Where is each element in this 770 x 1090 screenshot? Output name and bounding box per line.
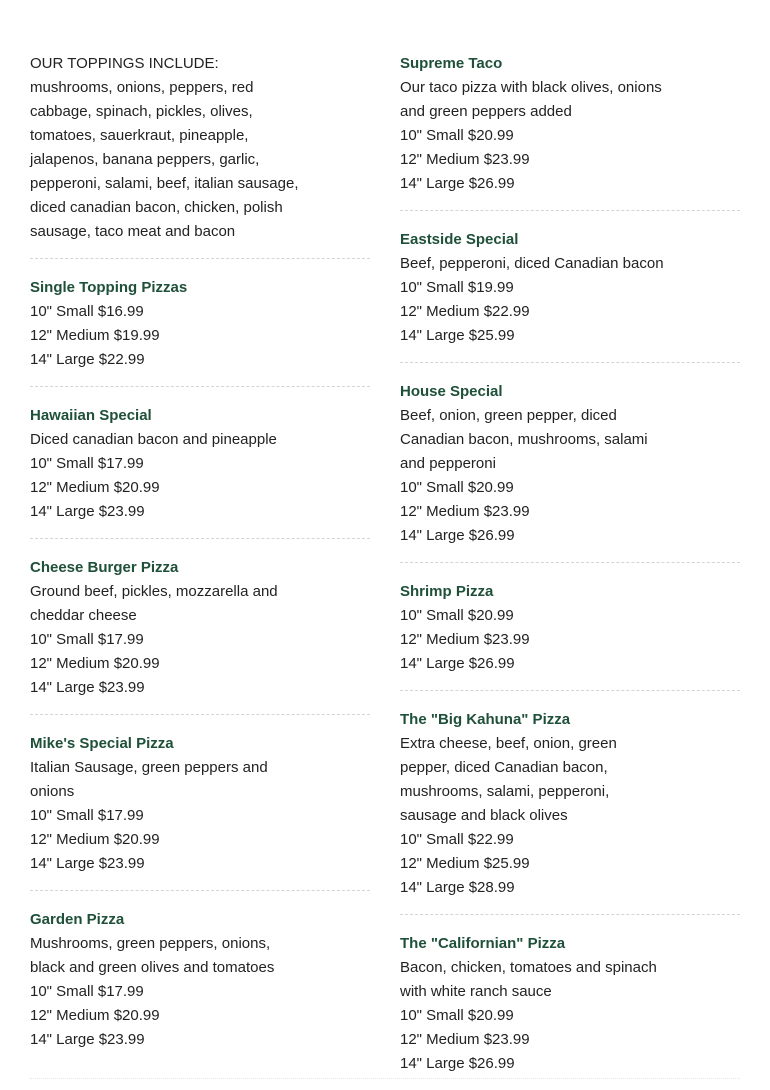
menu-item-californian-pizza <box>400 914 740 1090</box>
menu-item-eastside-special <box>400 210 740 362</box>
menu-item-supreme-taco <box>400 52 740 210</box>
menu-item-title: The "Big Kahuna" Pizza <box>400 711 571 728</box>
menu-item-house-special <box>400 362 740 562</box>
price-medium: 12" Medium $20.99 <box>30 655 160 672</box>
toppings-list: mushrooms, onions, peppers, red cabbage, spinach, pickles, olives, tomatoes, sauerkraut, pineapple, jalapenos, banana peppers, garlic, pepperoni, salami, beef, italian sausage, diced canadian bacon, chicken, polish sausage, taco meat and bacon <box>30 79 299 240</box>
menu-item-title: House Special <box>400 383 503 400</box>
price-small: 10" Small $20.99 <box>400 479 514 496</box>
toppings-intro <box>30 52 305 258</box>
price-large: 14" Large $26.99 <box>400 655 515 672</box>
menu-item-description: Our taco pizza with black olives, onions and green peppers added <box>400 79 662 120</box>
menu-item-title: Single Topping Pizzas <box>30 279 188 296</box>
price-small: 10" Small $19.99 <box>400 279 514 296</box>
menu-item-description: Extra cheese, beef, onion, green pepper, diced Canadian bacon, mushrooms, salami, pepperoni, sausage and black olives <box>400 735 617 824</box>
price-medium: 12" Medium $25.99 <box>400 855 530 872</box>
price-large: 14" Large $26.99 <box>400 527 515 544</box>
price-small: 10" Small $17.99 <box>30 455 144 472</box>
left-menu-column <box>30 52 370 1066</box>
price-large: 14" Large $23.99 <box>30 503 145 520</box>
menu-item-title: Cheese Burger Pizza <box>30 559 179 576</box>
price-large: 14" Large $26.99 <box>400 175 515 192</box>
price-large: 14" Large $23.99 <box>30 855 145 872</box>
menu-item-title: Shrimp Pizza <box>400 583 494 600</box>
price-small: 10" Small $20.99 <box>400 1007 514 1024</box>
price-medium: 12" Medium $23.99 <box>400 151 530 168</box>
menu-item-hawaiian-special <box>30 386 370 538</box>
menu-item-title: Mike's Special Pizza <box>30 735 174 752</box>
menu-item-description: Beef, pepperoni, diced Canadian bacon <box>400 255 664 272</box>
price-medium: 12" Medium $20.99 <box>30 831 160 848</box>
menu-item-title: Supreme Taco <box>400 55 503 72</box>
price-large: 14" Large $26.99 <box>400 1055 515 1072</box>
price-small: 10" Small $17.99 <box>30 983 144 1000</box>
menu-item-title: Eastside Special <box>400 231 519 248</box>
menu-item-description: Diced canadian bacon and pineapple <box>30 431 277 448</box>
price-medium: 12" Medium $23.99 <box>400 503 530 520</box>
toppings-heading: OUR TOPPINGS INCLUDE: <box>30 55 219 72</box>
menu-item-description: Ground beef, pickles, mozzarella and cheddar cheese <box>30 583 278 624</box>
price-large: 14" Large $22.99 <box>30 351 145 368</box>
price-small: 10" Small $17.99 <box>30 807 144 824</box>
menu-item-description: Beef, onion, green pepper, diced Canadian bacon, mushrooms, salami and pepperoni <box>400 407 648 472</box>
price-medium: 12" Medium $20.99 <box>30 479 160 496</box>
menu-item-mikes-special-pizza <box>30 714 370 890</box>
menu-item-description: Italian Sausage, green peppers and onions <box>30 759 268 800</box>
price-medium: 12" Medium $20.99 <box>30 1007 160 1024</box>
bottom-divider <box>30 1078 740 1083</box>
price-large: 14" Large $23.99 <box>30 679 145 696</box>
menu-item-garden-pizza <box>30 890 370 1066</box>
price-small: 10" Small $20.99 <box>400 127 514 144</box>
price-small: 10" Small $16.99 <box>30 303 144 320</box>
menu-item-title: Hawaiian Special <box>30 407 152 424</box>
price-medium: 12" Medium $19.99 <box>30 327 160 344</box>
menu-item-title: Garden Pizza <box>30 911 125 928</box>
right-menu-column <box>400 52 740 1090</box>
menu-item-single-topping <box>30 258 370 386</box>
menu-item-shrimp-pizza <box>400 562 740 690</box>
price-large: 14" Large $25.99 <box>400 327 515 344</box>
price-small: 10" Small $22.99 <box>400 831 514 848</box>
price-medium: 12" Medium $23.99 <box>400 631 530 648</box>
price-large: 14" Large $28.99 <box>400 879 515 896</box>
price-medium: 12" Medium $23.99 <box>400 1031 530 1048</box>
menu-item-big-kahuna-pizza <box>400 690 740 914</box>
menu-item-cheese-burger-pizza <box>30 538 370 714</box>
menu-item-title: The "Californian" Pizza <box>400 935 566 952</box>
price-small: 10" Small $17.99 <box>30 631 144 648</box>
price-large: 14" Large $23.99 <box>30 1031 145 1048</box>
price-small: 10" Small $20.99 <box>400 607 514 624</box>
menu-item-description: Bacon, chicken, tomatoes and spinach with white ranch sauce <box>400 959 657 1000</box>
price-medium: 12" Medium $22.99 <box>400 303 530 320</box>
menu-item-description: Mushrooms, green peppers, onions, black and green olives and tomatoes <box>30 935 275 976</box>
